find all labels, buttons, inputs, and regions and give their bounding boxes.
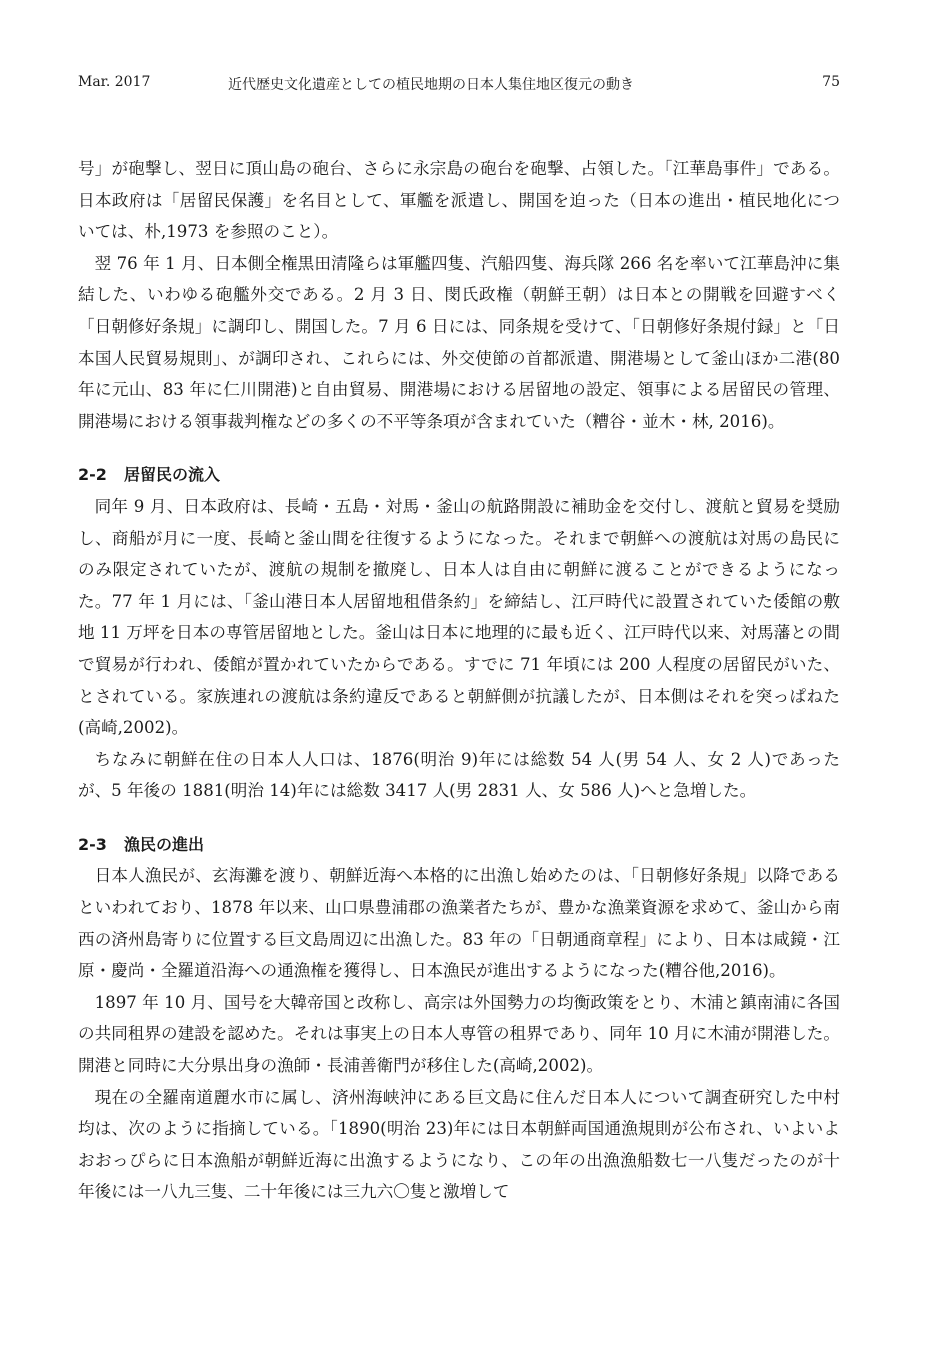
- paragraph-5: 日本人漁民が、玄海灘を渡り、朝鮮近海へ本格的に出漁し始めたのは、「日朝修好条規」以降であるといわれており、1878 年以来、山口県豊浦郡の漁業者たちが、豊かな漁業資源を求めて、釜山から南西の済州島寄りに位置する巨文島周辺に出漁した。83 年の「日朝通商章程」により、日本は咸鏡・江原・慶尚・全羅道沿海への通漁権を獲得し、日本漁民が進出するようになった(糟谷他,2016)。: [78, 866, 840, 981]
- page-number: 75: [822, 74, 840, 90]
- main-text: [78, 153, 840, 1208]
- section-title: 漁民の進出: [124, 834, 205, 854]
- paragraph-1: 号」が砲撃し、翌日に頂山島の砲台、さらに永宗島の砲台を砲撃、占領した。「江華島事件」である。日本政府は「居留民保護」を名目として、軍艦を派遣し、開国を迫った（日本の進出・植民地化については、朴,1973 を参照のこと）。: [78, 159, 840, 242]
- header-title: 近代歴史文化遺産としての植民地期の日本人集住地区復元の動き: [228, 77, 634, 93]
- paragraph-2: 翌 76 年 1 月、日本側全権黒田清隆らは軍艦四隻、汽船四隻、海兵隊 266 名を率いて江華島沖に集結した、いわゆる砲艦外交である。2 月 3 日、閔氏政権（朝鮮王朝）は日本との開戦を回避すべく「日朝修好条規」に調印し、開国した。7 月 6 日には、同条規を受けて、「日朝修好条規付録」と「日本国人民貿易規則」、が調印され、これらには、外交使節の首都派遣、開港場として釜山ほか二港(80 年に元山、83 年に仁川開港)と自由貿易、開港場における居留地の設定、領事による居留民の管理、開港場における領事裁判権などの多くの不平等条項が含まれていた（糟谷・並木・林, 2016)。: [78, 253, 840, 431]
- paragraph-6: 1897 年 10 月、国号を大韓帝国と改称し、高宗は外国勢力の均衡政策をとり、木浦と鎮南浦に各国の共同租界の建設を認めた。それは事実上の日本人専管の租界であり、同年 10 月に木浦が開港した。開港と同時に大分県出身の漁師・長浦善衛門が移住した(高崎,2002)。: [78, 992, 840, 1076]
- section-heading-2-3: [78, 829, 840, 861]
- running-head: [78, 74, 840, 96]
- paragraph-4: ちなみに朝鮮在住の日本人人口は、1876(明治 9)年には総数 54 人(男 54 人、女 2 人)であったが、5 年後の 1881(明治 14)年には総数 3417 人(男 2831 人、女 586 人)へと急増した。: [78, 749, 840, 801]
- section-title: 居留民の流入: [124, 465, 221, 485]
- paragraph-7: 現在の全羅南道麗水市に属し、済州海峡沖にある巨文島に住んだ日本人について調査研究した中村均は、次のように指摘している。「1890(明治 23)年には日本朝鮮両国通漁規則が公布され、いよいよおおっぴらに日本漁船が朝鮮近海に出漁するようになり、この年の出漁漁船数七一八隻だったのが十年後には一八九三隻、二十年後には三九六〇隻と激増して: [78, 1087, 840, 1202]
- paragraph-3: 同年 9 月、日本政府は、長崎・五島・対馬・釜山の航路開設に補助金を交付し、渡航と貿易を奨励し、商船が月に一度、長崎と釜山間を往復するようになった。それまで朝鮮への渡航は対馬の島民にのみ限定されていたが、渡航の規制を撤廃し、日本人は自由に朝鮮に渡ることができるようになった。77 年 1 月には、「釜山港日本人居留地租借条約」を締結し、江戸時代に設置されていた倭館の敷地 11 万坪を日本の専管居留地とした。釜山は日本に地理的に最も近く、江戸時代以来、対馬藩との間で貿易が行われ、倭館が置かれていたからである。すでに 71 年頃には 200 人程度の居留民がいた、とされている。家族連れの渡航は条約違反であると朝鮮側が抗議したが、日本側はそれを突っぱねた(高崎,2002)。: [78, 496, 840, 738]
- section-number: 2-2: [78, 465, 107, 485]
- section-number: 2-3: [78, 834, 107, 854]
- section-heading-2-2: [78, 459, 840, 491]
- header-date: Mar. 2017: [78, 74, 151, 90]
